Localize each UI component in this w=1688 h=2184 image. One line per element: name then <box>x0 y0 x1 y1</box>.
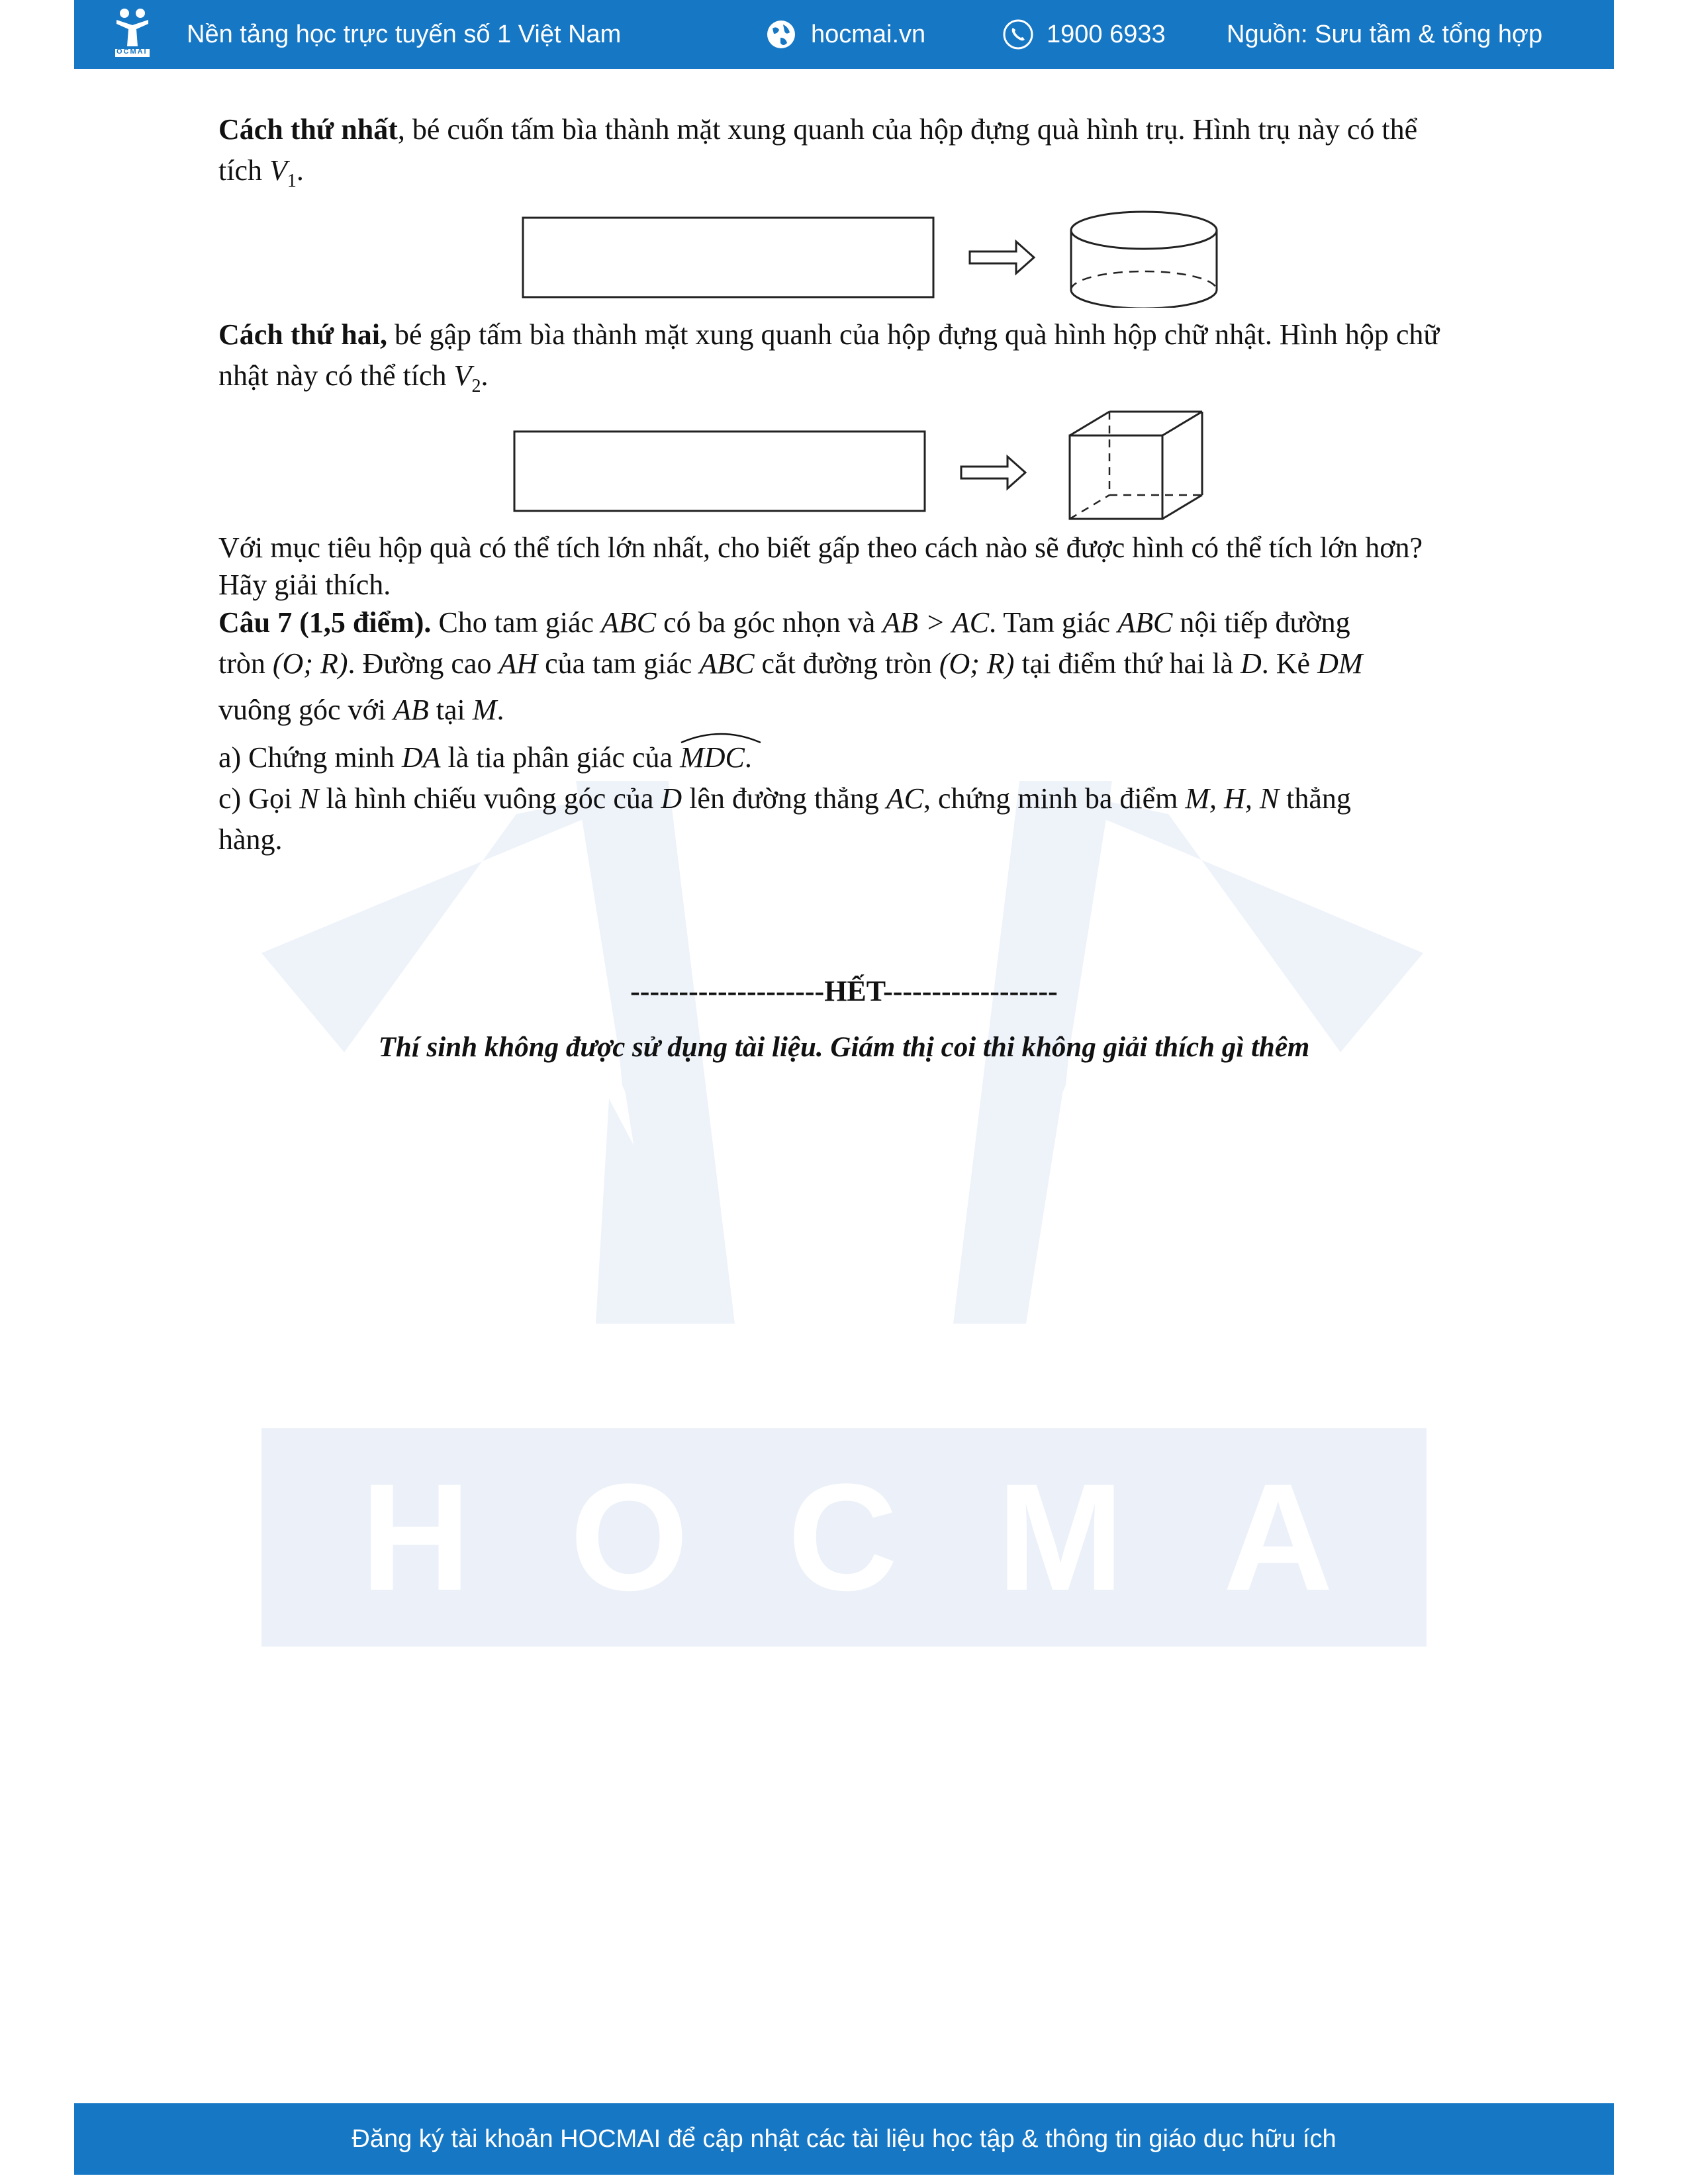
figure-cylinder <box>0 202 1688 308</box>
method1-end: . <box>296 154 304 187</box>
q7c-d: D <box>661 782 682 815</box>
method1-text2: tích <box>218 154 262 187</box>
header-source: Nguồn: Sưu tầm & tổng hợp <box>1227 20 1543 48</box>
globe-icon <box>766 19 796 50</box>
q7-label: Câu 7 (1,5 điểm). <box>218 606 432 639</box>
question7 <box>218 602 1506 860</box>
q7-text: . Đường cao <box>348 647 499 680</box>
phone-icon <box>1003 19 1033 50</box>
q7c-ac: AC <box>886 782 924 815</box>
q7-part-c <box>218 778 1506 819</box>
header-bar <box>74 0 1614 69</box>
arc-hat-icon <box>680 729 762 744</box>
method1-paragraph <box>218 109 1506 202</box>
q7-inequality: AB > AC <box>882 606 990 639</box>
method1-text: , bé cuốn tấm bìa thành mặt xung quanh của hộp đựng quà hình trụ. Hình trụ này có thể <box>397 113 1418 146</box>
hotline-number: 1900 6933 <box>1047 20 1166 48</box>
q7c-text: lên đường thẳng <box>682 782 886 815</box>
footer-bar[interactable] <box>74 2103 1614 2175</box>
method2-sub: 2 <box>471 376 481 396</box>
q7-circle: (O; R) <box>272 647 348 680</box>
q7-text: có ba góc nhọn và <box>656 606 883 639</box>
q7a-text: là tia phân giác của <box>440 741 680 774</box>
q7-text: tròn <box>218 647 273 680</box>
footer-text: Đăng ký tài khoản HOCMAI để cập nhật các tài liệu học tập & thông tin giáo dục hữu ích <box>352 2124 1336 2153</box>
exam-note: Thí sinh không được sử dụng tài liệu. Giám thị coi thi không giải thích gì thêm <box>378 1032 1310 1063</box>
q7c-text: là hình chiếu vuông góc của <box>318 782 661 815</box>
method2-text: bé gập tấm bìa thành mặt xung quanh của hộp đựng quà hình hộp chữ nhật. Hình hộp chữ <box>387 318 1440 351</box>
q7-text: . <box>496 694 504 726</box>
q7c-n: N <box>299 782 319 815</box>
q7-text: . Tam giác <box>989 606 1118 639</box>
q7c-mhn: M, H, N <box>1185 782 1280 815</box>
q7a-angle-text: MDC <box>680 741 745 774</box>
method1-label: Cách thứ nhất <box>218 113 398 146</box>
q7-text: tại điểm thứ hai là <box>1014 647 1241 680</box>
goal-line2: Hãy giải thích. <box>218 569 391 601</box>
goal-line1: Với mục tiêu hộp quà có thể tích lớn nhất, cho biết gấp theo cách nào sẽ được hình có thể tích lớn hơn? <box>218 531 1423 564</box>
q7-m: M <box>472 694 497 726</box>
cardboard-sheet-2 <box>514 432 925 511</box>
q7-text: nội tiếp đường <box>1172 606 1350 639</box>
header-logo[interactable] <box>110 0 622 69</box>
method2-text2: nhật này có thể tích <box>218 359 447 392</box>
q7a-da: DA <box>401 741 441 774</box>
q7-abc: ABC <box>1117 606 1173 639</box>
q7a-label: a) Chứng minh <box>218 741 402 774</box>
q7c-text: , chứng minh ba điểm <box>923 782 1186 815</box>
q7c-label: c) Gọi <box>218 782 300 815</box>
q7-d: D <box>1240 647 1262 680</box>
q7-text: của tam giác <box>538 647 700 680</box>
box-shape <box>1070 412 1202 519</box>
q7-part-a <box>218 737 1506 778</box>
cardboard-sheet-1 <box>523 218 933 297</box>
q7-dm: DM <box>1317 647 1363 680</box>
method2-label: Cách thứ hai, <box>218 318 387 351</box>
q7a-angle <box>680 737 745 778</box>
method1-sub: 1 <box>287 171 297 191</box>
header-tagline: Nền tảng học trực tuyến số 1 Việt Nam <box>187 20 622 48</box>
watermark-text: HOCMAI <box>261 1428 1427 1647</box>
q7-text: vuông góc với <box>218 694 394 726</box>
method2-end: . <box>481 359 489 392</box>
header-website[interactable] <box>766 0 925 69</box>
method2-paragraph <box>218 314 1506 407</box>
goal-paragraph <box>218 529 1506 604</box>
q7-text: Cho tam giác <box>431 606 602 639</box>
figure-box <box>0 405 1688 521</box>
q7c-end: hàng. <box>218 823 283 856</box>
q7-ah: AH <box>498 647 538 680</box>
method2-var: V <box>453 359 472 392</box>
header-hotline[interactable] <box>1003 0 1166 69</box>
method1-var: V <box>269 154 287 187</box>
q7-text: tại <box>428 694 473 726</box>
website-link: hocmai.vn <box>811 20 926 48</box>
q7-text: cắt đường tròn <box>754 647 939 680</box>
q7-circle: (O; R) <box>939 647 1015 680</box>
arrow-icon <box>961 457 1025 488</box>
end-line: --------------------HẾT------------------ <box>630 975 1058 1007</box>
logo-text: HOCMAI <box>110 48 148 56</box>
q7-abc: ABC <box>699 647 755 680</box>
q7c-text: thẳng <box>1279 782 1351 815</box>
arrow-icon <box>970 242 1034 273</box>
q7-abc: ABC <box>601 606 657 639</box>
q7a-end: . <box>744 741 752 774</box>
q7-text: . Kẻ <box>1261 647 1318 680</box>
q7-ab: AB <box>393 694 429 726</box>
cylinder-shape <box>1071 212 1217 308</box>
